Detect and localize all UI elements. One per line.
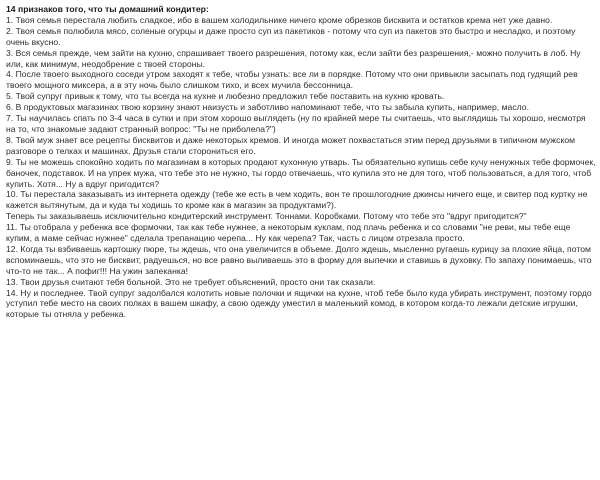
list-item: 13. Твои друзья считают тебя больной. Это не требует объяснений, просто они так сказали. — [6, 276, 376, 287]
list-item: 7. Ты научилась спать по 3-4 часа в сутки и при этом хорошо выглядеть (ну по крайней мере ты считаешь, что выглядишь ты хорошо, несмотря на то, что знакомые задают странный вопрос: "Ты не приболела?") — [6, 113, 586, 134]
list-item: 9. Ты не можешь спокойно ходить по магазинам в которых продают кухонную утварь. Ты обязательно купишь себе кучу ненужных тебе формочек, баночек, подставок. И на упрек мужа, что тебе это не нужно, ты гордо отвечаешь, что купила это не для того, чтоб пользоваться, а для того, чтоб купить. Хотя... Ну а вдруг пригодится? — [6, 156, 596, 189]
document-title: 14 признаков того, что ты домашний кондитер: — [6, 4, 209, 14]
list-item: 6. В продуктовых магазинах твою корзину знают наизусть и заботливо напоминают тебе, что ты забыла купить, например, масло. — [6, 102, 529, 113]
list-item: 8. Твой муж знает все рецепты бисквитов и даже некоторых кремов. И иногда может похвастаться этим перед друзьями в типичном мужском разговоре о телках и машинах. Друзья стали сторониться его. — [6, 134, 576, 156]
document-body — [6, 4, 596, 320]
list-item: 1. Твоя семья перестала любить сладкое, ибо в вашем холодильнике ничего кроме обрезков бисквита и остатков крема нет уже давно. — [6, 14, 553, 25]
list-item-continuation: Теперь ты заказываешь исключительно кондитерский инструмент. Тоннами. Коробками. Потому что тебе это "вдруг пригодится?" — [6, 211, 527, 222]
list-item: 3. Вся семья прежде, чем зайти на кухню, спрашивает твоего разрешения, потому как, если зайти без разрешения,- можно получить в лоб. Ну или, как минимум, неодобрение с твоей стороны. — [6, 47, 581, 69]
list-item: 5. Твой супруг привык к тому, что ты всегда на кухне и любезно предложил тебе поставить на кухню кровать. — [6, 91, 445, 102]
list-item: 2. Твоя семья полюбила мясо, соленые огурцы и даже просто суп из пакетиков - потому что суп из пакетов это быстро и несладко, и поэтому очень вкусно. — [6, 25, 576, 47]
list-item: 12. Когда ты взбиваешь картошку пюре, ты ждешь, что она увеличится в объеме. Долго ждешь, мысленно ругаешь курицу за плохие яйца, потом вспоминаешь, что это не бисквит, радуешься, но все равно выливаешь это в форму для выпечки и ставишь в духовку. По запаху понимаешь, что что-то не так... А пофиг!!! На ужин запеканка! — [6, 243, 592, 276]
list-item: 14. Ну и последнее. Твой супруг задолбался колотить новые полочки и ящички на кухне, чтоб тебе было куда убирать инструмент, поэтому гордо уступил тебе место на своих полках в вашем шкафу, а свою одежду уместил в маленький комод, в котором когда-то лежали детские игрушки, которые ты отняла у ребенка. — [6, 287, 592, 320]
list-item: 10. Ты перестала заказывать из интернета одежду (тебе же есть в чем ходить, вон те прошлогодние джинсы ничего еще, и свитер под куртку не кажется вытянутым, да и куда ты ходишь то кроме как в магазин за продуктами?). — [6, 189, 588, 211]
list-item: 11. Ты отобрала у ребенка все формочки, так как тебе нужнее, а некоторым куклам, под плачь ребенка и со словами "не реви, мы тебе еще купим, а маме сейчас нужнее" сделала трепанацию черепа... Ну как черепа? Так, часть с лицом отрезала просто. — [6, 222, 571, 244]
list-item: 4. После твоего выходного соседи утром заходят к тебе, чтобы узнать: все ли в порядке. Потому что они привыкли засыпать под гудящий рев твоего мощного миксера, а в эту ночь было слишком тихо, и всех мучила бессонница. — [6, 69, 578, 91]
